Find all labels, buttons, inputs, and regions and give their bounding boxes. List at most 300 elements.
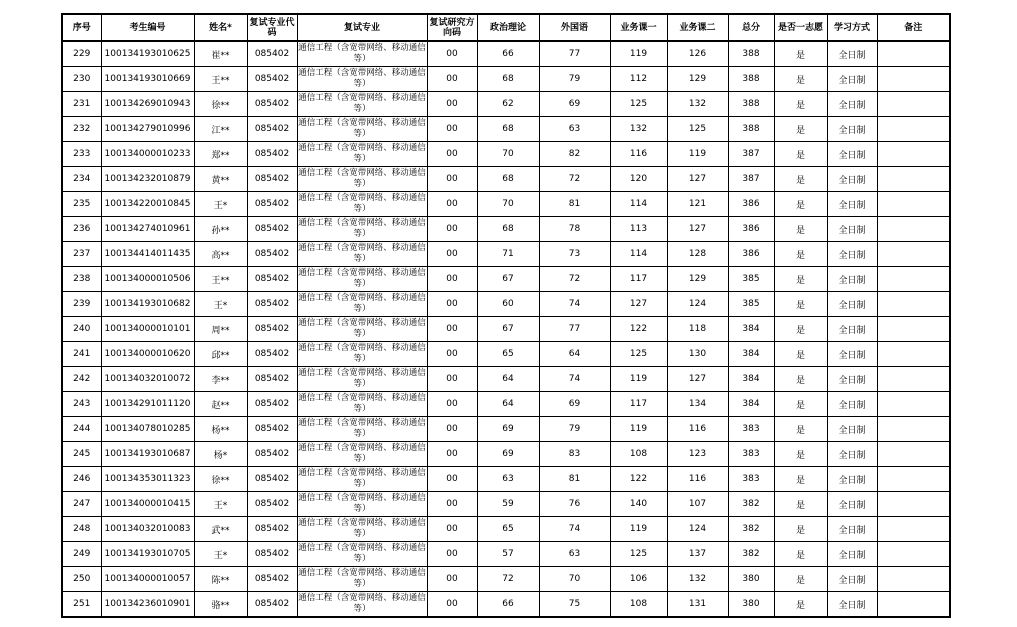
table-cell: 107 [667, 492, 728, 517]
table-cell: 085402 [247, 417, 297, 442]
table-cell: 全日制 [827, 267, 877, 292]
table-cell: 119 [610, 517, 667, 542]
table-cell: 132 [667, 92, 728, 117]
table-cell: 王** [194, 67, 247, 92]
table-row [62, 117, 950, 142]
table-cell: 119 [610, 417, 667, 442]
table-cell: 085402 [247, 267, 297, 292]
table-cell: 129 [667, 267, 728, 292]
table-cell: 68 [477, 217, 539, 242]
table-cell: 王** [194, 267, 247, 292]
table-cell: 108 [610, 592, 667, 618]
table-cell: 是 [774, 167, 827, 192]
table-row [62, 542, 950, 567]
table-cell: 是 [774, 392, 827, 417]
table-row [62, 267, 950, 292]
table-cell: 244 [62, 417, 101, 442]
table-cell [877, 242, 950, 267]
table-cell: 68 [477, 167, 539, 192]
table-cell: 通信工程（含宽带网络、移动通信等） [297, 142, 427, 167]
table-cell: 通信工程（含宽带网络、移动通信等） [297, 267, 427, 292]
table-cell: 383 [728, 417, 774, 442]
table-cell: 386 [728, 192, 774, 217]
table-cell: 384 [728, 342, 774, 367]
table-cell: 74 [539, 517, 610, 542]
table-cell: 100134000010415 [101, 492, 194, 517]
table-cell: 72 [539, 267, 610, 292]
table-cell: 388 [728, 92, 774, 117]
table-cell: 63 [539, 117, 610, 142]
table-cell: 100134414011435 [101, 242, 194, 267]
table-row [62, 392, 950, 417]
table-cell: 全日制 [827, 342, 877, 367]
table-cell: 骆** [194, 592, 247, 618]
table-cell: 384 [728, 317, 774, 342]
header-cell: 政治理论 [477, 14, 539, 41]
table-cell: 385 [728, 292, 774, 317]
table-cell: 杨* [194, 442, 247, 467]
table-cell: 00 [427, 517, 477, 542]
table-cell: 徐** [194, 467, 247, 492]
table-cell: 是 [774, 492, 827, 517]
table-cell: 郑** [194, 142, 247, 167]
table-cell: 是 [774, 467, 827, 492]
table-cell: 249 [62, 542, 101, 567]
table-row [62, 467, 950, 492]
table-cell: 59 [477, 492, 539, 517]
table-cell: 00 [427, 417, 477, 442]
table-cell: 127 [610, 292, 667, 317]
table-cell: 是 [774, 442, 827, 467]
table-cell: 387 [728, 167, 774, 192]
table-row [62, 592, 950, 618]
table-cell: 108 [610, 442, 667, 467]
table-cell: 00 [427, 142, 477, 167]
table-cell: 387 [728, 142, 774, 167]
table-cell: 00 [427, 492, 477, 517]
table-cell: 68 [477, 67, 539, 92]
table-cell: 通信工程（含宽带网络、移动通信等） [297, 167, 427, 192]
table-cell: 125 [610, 542, 667, 567]
table-cell: 123 [667, 442, 728, 467]
table-cell: 赵** [194, 392, 247, 417]
table-cell: 全日制 [827, 117, 877, 142]
table-cell: 085402 [247, 292, 297, 317]
table-cell: 122 [610, 467, 667, 492]
table-cell: 全日制 [827, 92, 877, 117]
table-cell: 100134274010961 [101, 217, 194, 242]
table-row [62, 442, 950, 467]
table-cell [877, 92, 950, 117]
table-cell: 00 [427, 592, 477, 618]
table-cell: 是 [774, 342, 827, 367]
table-cell [877, 467, 950, 492]
table-cell: 100134193010687 [101, 442, 194, 467]
table-row [62, 292, 950, 317]
table-cell: 76 [539, 492, 610, 517]
table-cell: 75 [539, 592, 610, 618]
table-cell: 70 [477, 142, 539, 167]
table-cell: 全日制 [827, 192, 877, 217]
table-cell: 116 [610, 142, 667, 167]
table-cell: 235 [62, 192, 101, 217]
table-cell: 79 [539, 67, 610, 92]
header-cell: 复试研究方向码 [427, 14, 477, 41]
table-cell: 是 [774, 217, 827, 242]
table-cell: 74 [539, 292, 610, 317]
table-cell [877, 192, 950, 217]
table-cell: 100134000010506 [101, 267, 194, 292]
table-cell: 085402 [247, 117, 297, 142]
table-cell: 085402 [247, 242, 297, 267]
table-cell: 武** [194, 517, 247, 542]
table-cell: 62 [477, 92, 539, 117]
table-cell: 117 [610, 392, 667, 417]
table-cell: 是 [774, 242, 827, 267]
table-cell: 100134000010620 [101, 342, 194, 367]
table-cell [877, 542, 950, 567]
table-cell [877, 117, 950, 142]
header-cell: 备注 [877, 14, 950, 41]
table-cell [877, 417, 950, 442]
table-cell: 114 [610, 242, 667, 267]
table-cell: 117 [610, 267, 667, 292]
table-cell: 全日制 [827, 592, 877, 618]
table-cell: 100134291011120 [101, 392, 194, 417]
table-cell: 137 [667, 542, 728, 567]
table-cell: 江** [194, 117, 247, 142]
table-cell: 128 [667, 242, 728, 267]
table-cell: 是 [774, 367, 827, 392]
table-cell: 李** [194, 367, 247, 392]
header-cell: 复试专业代码 [247, 14, 297, 41]
header-cell: 序号 [62, 14, 101, 41]
table-cell: 00 [427, 342, 477, 367]
table-cell: 全日制 [827, 442, 877, 467]
table-cell: 100134236010901 [101, 592, 194, 618]
table-cell: 邱** [194, 342, 247, 367]
table-cell: 00 [427, 292, 477, 317]
table-cell: 114 [610, 192, 667, 217]
table-cell: 230 [62, 67, 101, 92]
table-cell: 高** [194, 242, 247, 267]
table-cell: 69 [477, 417, 539, 442]
table-cell: 67 [477, 267, 539, 292]
table-cell: 通信工程（含宽带网络、移动通信等） [297, 192, 427, 217]
table-cell: 63 [539, 542, 610, 567]
table-cell: 全日制 [827, 567, 877, 592]
admission-list-table [61, 13, 951, 618]
table-cell: 085402 [247, 92, 297, 117]
table-cell: 通信工程（含宽带网络、移动通信等） [297, 492, 427, 517]
table-cell: 67 [477, 317, 539, 342]
table-cell: 085402 [247, 467, 297, 492]
table-cell: 全日制 [827, 142, 877, 167]
table-cell: 69 [539, 92, 610, 117]
table-cell: 通信工程（含宽带网络、移动通信等） [297, 117, 427, 142]
table-cell: 72 [477, 567, 539, 592]
table-cell: 386 [728, 242, 774, 267]
table-cell [877, 567, 950, 592]
table-cell: 是 [774, 41, 827, 67]
table-cell: 134 [667, 392, 728, 417]
header-cell: 业务课一 [610, 14, 667, 41]
header-cell: 姓名* [194, 14, 247, 41]
table-cell: 247 [62, 492, 101, 517]
table-cell: 通信工程（含宽带网络、移动通信等） [297, 217, 427, 242]
table-cell: 124 [667, 517, 728, 542]
table-cell: 是 [774, 517, 827, 542]
table-cell: 100134269010943 [101, 92, 194, 117]
table-cell: 106 [610, 567, 667, 592]
table-cell: 全日制 [827, 217, 877, 242]
table-cell: 78 [539, 217, 610, 242]
table-cell: 王* [194, 492, 247, 517]
table-cell: 是 [774, 592, 827, 618]
table-cell: 100134232010879 [101, 167, 194, 192]
table-cell: 388 [728, 41, 774, 67]
table-cell: 238 [62, 267, 101, 292]
table-cell: 119 [610, 41, 667, 67]
table-cell: 116 [667, 417, 728, 442]
table-row [62, 192, 950, 217]
table-cell: 380 [728, 567, 774, 592]
table-cell [877, 142, 950, 167]
table-cell [877, 367, 950, 392]
table-cell: 132 [610, 117, 667, 142]
table-cell: 崔** [194, 41, 247, 67]
table-cell: 085402 [247, 592, 297, 618]
table-cell: 085402 [247, 217, 297, 242]
table-cell: 121 [667, 192, 728, 217]
table-cell: 085402 [247, 41, 297, 67]
table-cell [877, 267, 950, 292]
table-cell: 是 [774, 92, 827, 117]
table-cell: 125 [667, 117, 728, 142]
table-row [62, 317, 950, 342]
table-cell: 周** [194, 317, 247, 342]
table-cell: 130 [667, 342, 728, 367]
header-cell: 业务课二 [667, 14, 728, 41]
table-cell: 通信工程（含宽带网络、移动通信等） [297, 517, 427, 542]
table-cell: 全日制 [827, 417, 877, 442]
table-cell: 100134193010625 [101, 41, 194, 67]
header-cell: 学习方式 [827, 14, 877, 41]
table-row [62, 517, 950, 542]
table-cell: 73 [539, 242, 610, 267]
table-cell: 71 [477, 242, 539, 267]
table-cell: 085402 [247, 67, 297, 92]
table-cell: 00 [427, 542, 477, 567]
table-cell: 126 [667, 41, 728, 67]
table-cell: 384 [728, 367, 774, 392]
table-cell: 085402 [247, 317, 297, 342]
table-cell: 王* [194, 542, 247, 567]
table-cell: 125 [610, 92, 667, 117]
table-cell: 233 [62, 142, 101, 167]
table-cell: 81 [539, 192, 610, 217]
table-cell: 100134000010233 [101, 142, 194, 167]
table-cell: 132 [667, 567, 728, 592]
table-body [62, 41, 950, 617]
table-cell: 64 [477, 367, 539, 392]
table-row [62, 67, 950, 92]
table-cell: 00 [427, 442, 477, 467]
table-cell: 通信工程（含宽带网络、移动通信等） [297, 592, 427, 618]
table-row [62, 492, 950, 517]
table-cell: 237 [62, 242, 101, 267]
table-cell: 383 [728, 442, 774, 467]
table-cell: 66 [477, 592, 539, 618]
table-cell: 085402 [247, 167, 297, 192]
table-cell: 229 [62, 41, 101, 67]
table-cell: 全日制 [827, 467, 877, 492]
header-cell: 复试专业 [297, 14, 427, 41]
table-cell: 383 [728, 467, 774, 492]
header-cell: 考生编号 [101, 14, 194, 41]
table-cell: 240 [62, 317, 101, 342]
table-cell: 通信工程（含宽带网络、移动通信等） [297, 292, 427, 317]
table-cell: 孙** [194, 217, 247, 242]
table-cell: 085402 [247, 367, 297, 392]
table-cell: 100134193010705 [101, 542, 194, 567]
table-cell: 全日制 [827, 392, 877, 417]
table-cell: 232 [62, 117, 101, 142]
table-cell: 全日制 [827, 67, 877, 92]
table-cell: 是 [774, 267, 827, 292]
table-cell: 100134032010083 [101, 517, 194, 542]
table-cell: 是 [774, 192, 827, 217]
table-cell: 是 [774, 142, 827, 167]
table-cell: 通信工程（含宽带网络、移动通信等） [297, 41, 427, 67]
table-cell: 00 [427, 267, 477, 292]
table-cell: 70 [477, 192, 539, 217]
table-row [62, 142, 950, 167]
table-cell: 239 [62, 292, 101, 317]
table-cell: 100134279010996 [101, 117, 194, 142]
header-cell: 总分 [728, 14, 774, 41]
table-cell [877, 517, 950, 542]
table-cell: 是 [774, 417, 827, 442]
table-cell [877, 492, 950, 517]
table-cell: 385 [728, 267, 774, 292]
table-cell: 382 [728, 517, 774, 542]
table-cell: 00 [427, 67, 477, 92]
table-cell: 72 [539, 167, 610, 192]
table-cell: 00 [427, 242, 477, 267]
table-cell: 通信工程（含宽带网络、移动通信等） [297, 442, 427, 467]
table-cell: 全日制 [827, 492, 877, 517]
table-cell: 085402 [247, 342, 297, 367]
table-cell: 通信工程（含宽带网络、移动通信等） [297, 92, 427, 117]
table-cell: 通信工程（含宽带网络、移动通信等） [297, 342, 427, 367]
table-cell: 00 [427, 92, 477, 117]
table-cell: 246 [62, 467, 101, 492]
table-cell: 69 [477, 442, 539, 467]
table-cell: 全日制 [827, 41, 877, 67]
table-row [62, 167, 950, 192]
table-cell: 085402 [247, 517, 297, 542]
table-cell: 通信工程（含宽带网络、移动通信等） [297, 367, 427, 392]
table-cell: 384 [728, 392, 774, 417]
table-row [62, 92, 950, 117]
table-cell: 386 [728, 217, 774, 242]
table-cell: 085402 [247, 442, 297, 467]
table-cell: 382 [728, 492, 774, 517]
table-cell: 00 [427, 367, 477, 392]
table-cell: 085402 [247, 392, 297, 417]
table-cell: 全日制 [827, 367, 877, 392]
table-row [62, 242, 950, 267]
table-cell [877, 592, 950, 618]
table-cell: 119 [667, 142, 728, 167]
table-cell: 100134032010072 [101, 367, 194, 392]
table-cell [877, 167, 950, 192]
table-row [62, 567, 950, 592]
table-cell: 231 [62, 92, 101, 117]
table-row [62, 367, 950, 392]
table-cell: 全日制 [827, 517, 877, 542]
table-cell: 00 [427, 392, 477, 417]
table-cell: 通信工程（含宽带网络、移动通信等） [297, 67, 427, 92]
table-cell: 81 [539, 467, 610, 492]
table-cell: 251 [62, 592, 101, 618]
table-cell: 57 [477, 542, 539, 567]
table-cell: 127 [667, 217, 728, 242]
table-cell [877, 442, 950, 467]
table-cell: 通信工程（含宽带网络、移动通信等） [297, 467, 427, 492]
table-cell: 120 [610, 167, 667, 192]
table-cell: 100134193010682 [101, 292, 194, 317]
table-cell: 69 [539, 392, 610, 417]
table-cell: 127 [667, 367, 728, 392]
table-cell [877, 67, 950, 92]
table-cell: 65 [477, 517, 539, 542]
table-cell: 是 [774, 567, 827, 592]
table-cell: 全日制 [827, 242, 877, 267]
table-cell [877, 342, 950, 367]
header-row [62, 14, 950, 41]
table-cell: 64 [477, 392, 539, 417]
table-cell: 242 [62, 367, 101, 392]
table-cell: 00 [427, 41, 477, 67]
table-cell: 是 [774, 292, 827, 317]
table-cell: 79 [539, 417, 610, 442]
table-cell: 王* [194, 192, 247, 217]
table-row [62, 41, 950, 67]
table-cell: 125 [610, 342, 667, 367]
table-cell: 388 [728, 67, 774, 92]
table-cell: 245 [62, 442, 101, 467]
table-cell: 250 [62, 567, 101, 592]
table-cell: 00 [427, 317, 477, 342]
table-cell: 黄** [194, 167, 247, 192]
table-cell: 129 [667, 67, 728, 92]
table-cell: 122 [610, 317, 667, 342]
table-cell: 00 [427, 192, 477, 217]
table-cell [877, 317, 950, 342]
table-cell: 124 [667, 292, 728, 317]
table-cell: 236 [62, 217, 101, 242]
table-cell: 243 [62, 392, 101, 417]
table-cell: 00 [427, 117, 477, 142]
table-cell [877, 41, 950, 67]
table-cell: 陈** [194, 567, 247, 592]
table-cell: 全日制 [827, 317, 877, 342]
table-cell: 64 [539, 342, 610, 367]
table-cell: 085402 [247, 142, 297, 167]
table-cell: 100134220010845 [101, 192, 194, 217]
